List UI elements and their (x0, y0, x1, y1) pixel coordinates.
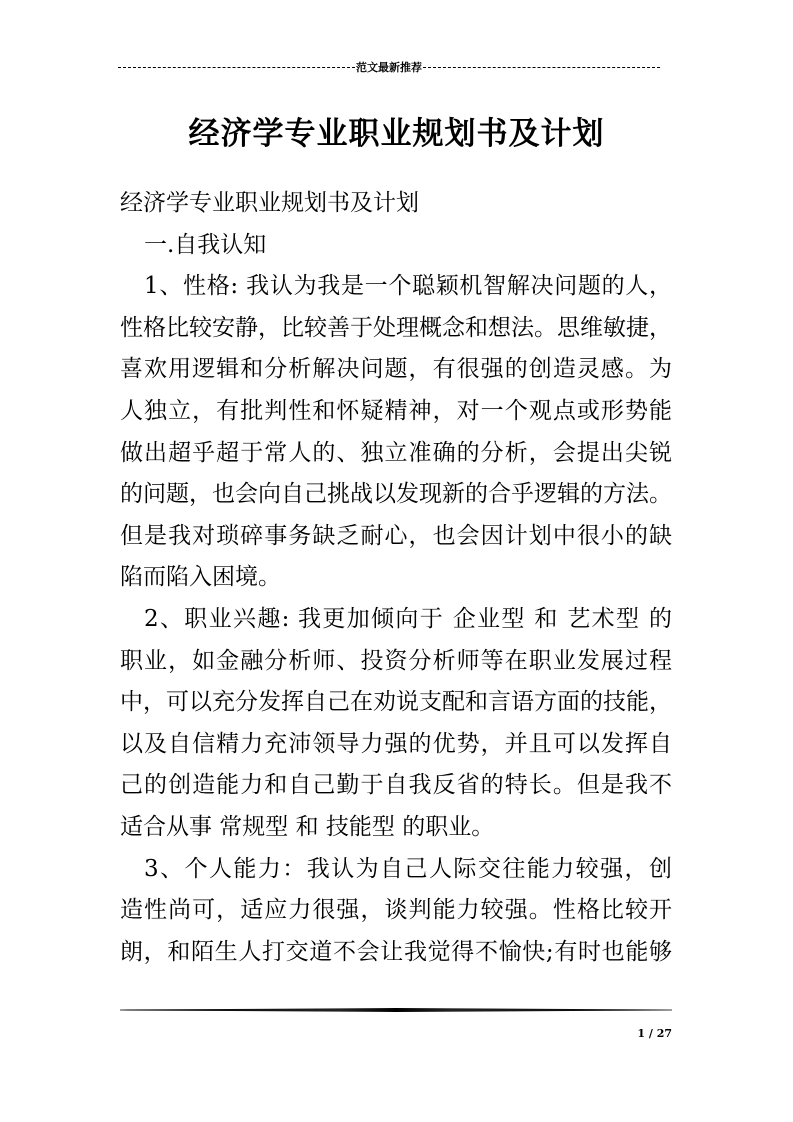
text-line: 但是我对琐碎事务缺乏耐心，也会因计划中很小的缺 (120, 522, 672, 549)
header-divider (423, 67, 660, 68)
text-line: 造性尚可，适应力很强，谈判能力较强。性格比较开 (120, 897, 672, 924)
text-line: 3、个人能力：我认为自己人际交往能力较强，创 (144, 855, 672, 882)
text-line: 经济学专业职业规划书及计划 (120, 190, 419, 216)
footer-divider (120, 1008, 672, 1012)
text-line: 陷而陷入困境。 (120, 564, 281, 591)
text-line: 人独立，有批判性和怀疑精神，对一个观点或形势能 (120, 397, 672, 424)
text-line: 以及自信精力充沛领导力强的优势，并且可以发挥自 (120, 730, 672, 757)
text-line: 喜欢用逻辑和分析解决问题，有很强的创造灵感。为 (120, 356, 672, 383)
paragraph (120, 849, 672, 974)
text-line: 己的创造能力和自己勤于自我反省的特长。但是我不 (120, 772, 672, 799)
header-label: 范文最新推荐 (356, 61, 422, 74)
paragraph (120, 225, 672, 267)
header-divider (118, 67, 355, 68)
paragraph (120, 266, 672, 599)
text-line: 做出超乎超于常人的、独立准确的分析，会提出尖锐 (120, 439, 672, 466)
text-line: 2、职业兴趣: 我更加倾向于 企业型 和 艺术型 的 (144, 605, 672, 632)
document-title: 经济学专业职业规划书及计划 (188, 116, 605, 152)
text-line: 一.自我认知 (144, 231, 267, 258)
paragraph (120, 183, 672, 225)
text-line: 性格比较安静，比较善于处理概念和想法。思维敏捷， (120, 314, 672, 341)
document-body (120, 183, 672, 973)
paragraph (120, 599, 672, 849)
text-line: 1、性格: 我认为我是一个聪颖机智解决问题的人， (144, 273, 672, 300)
text-line: 的问题，也会向自己挑战以发现新的合乎逻辑的方法。 (120, 481, 672, 508)
page-header (118, 60, 660, 74)
text-line: 朗，和陌生人打交道不会让我觉得不愉快;有时也能够 (120, 938, 672, 965)
text-line: 中，可以充分发挥自己在劝说支配和言语方面的技能， (120, 689, 672, 716)
page-number: 1 / 27 (637, 1027, 672, 1040)
text-line: 职业，如金融分析师、投资分析师等在职业发展过程 (120, 647, 672, 674)
text-line: 适合从事 常规型 和 技能型 的职业。 (120, 813, 495, 840)
